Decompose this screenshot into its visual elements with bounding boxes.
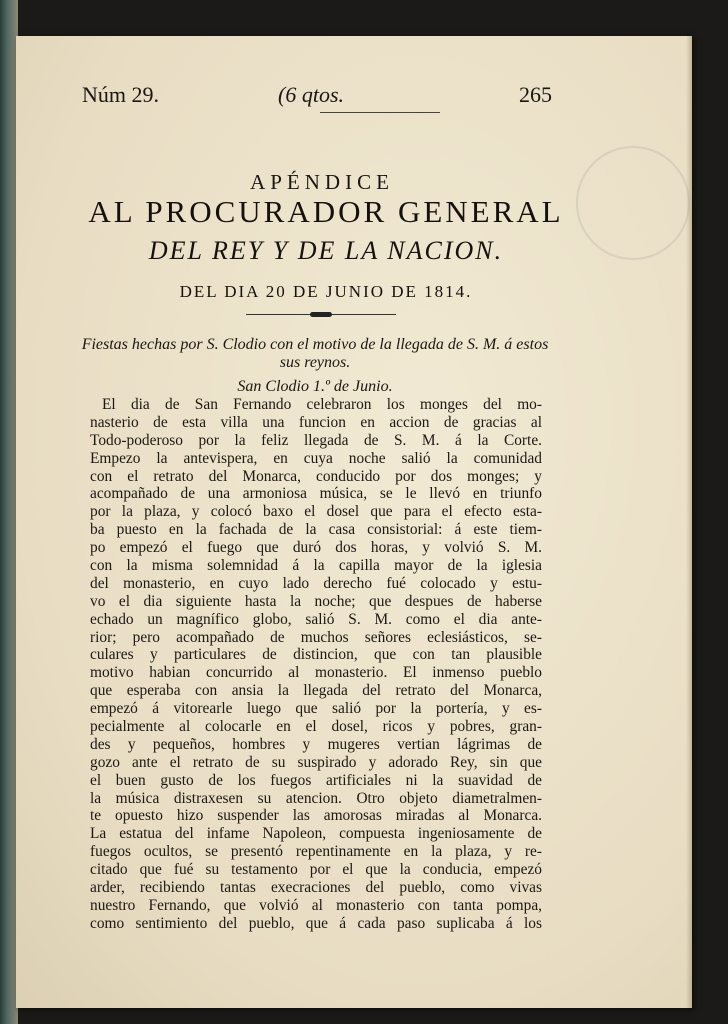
article-line: gozo ante el retrato de su suspirado y adorado Rey, sin que [90,753,542,771]
article-line: del monasterio, en cuyo lado derecho fué colocado y estu- [90,574,542,592]
page-number: 265 [519,82,552,107]
page-edge-shadow [686,36,692,1008]
article-body [90,396,542,933]
article-line: por la plaza, y colocó baxo el dosel que para el efecto esta- [90,503,542,521]
article-line: la música distraxesen su atencion. Otro objeto diametralmen- [90,789,542,807]
article-dateline: San Clodio 1.º de Junio. [237,378,393,395]
article-line: ba puesto en la fachada de la casa consistorial: á este tiem- [90,521,542,539]
page-header [82,82,552,116]
article-line: Empezo la antevispera, en cuya noche salió la comunidad [90,449,542,467]
article-line: el buen gusto de los fuegos artificiales ni la suavidad de [90,771,542,789]
title-appendix: APÉNDICE [250,170,394,194]
article-line: culares y particulares de distincion, que con tan plausible [90,646,542,664]
article-heading: Fiestas hechas por S. Clodio con el motivo de la llegada de S. M. á estos sus reynos. [81,336,549,371]
article-line: motivo habian concurrido al monasterio. El inmenso pueblo [90,664,542,682]
article-line: des y pequeños, hombres y mugeres vertian lágrimas de [90,735,542,753]
article-line: te opuesto hizo suspender las amorosas miradas al Monarca. [90,807,542,825]
issue-number: Núm 29. [82,82,159,107]
article-line: rior; pero acompañado de muchos señores eclesiásticos, se- [90,628,542,646]
article-line: arder, recibiendo tantas execraciones del pueblo, como vivas [90,879,542,897]
title-procurador: AL PROCURADOR GENERAL [88,194,564,229]
article-line: La estatua del infame Napoleon, compuesta ingeniosamente de [90,825,542,843]
issue-price: (6 qtos. [278,82,344,107]
ornamental-rule [246,312,396,318]
article-line: acompañado de una armoniosa música, se le llevó en triunfo [90,485,542,503]
article-line: po empezó el fuego que duró dos horas, y volvió S. M. [90,539,542,557]
article-line: Todo-poderoso por la feliz llegada de S. M. á la Corte. [90,431,542,449]
issue-date: DEL DIA 20 DE JUNIO DE 1814. [179,282,473,301]
article-line: con la misma solemnidad á la capilla mayor de la iglesia [90,557,542,575]
title-rey-nacion: DEL REY Y DE LA NACION. [148,236,504,265]
article-line: nasterio de esta villa una funcion en accion de gracias al [90,413,542,431]
price-underline [320,112,440,113]
article-line: El dia de San Fernando celebraron los monges del mo- [102,396,542,413]
document-page [16,36,692,1008]
article-line: echado un magnífico globo, salió S. M. como el dia ante- [90,610,542,628]
article-line: como sentimiento del pueblo, que á cada paso suplicaba á los [90,914,542,932]
article-line: pecialmente al colocarle en el dosel, ricos y pobres, gran- [90,718,542,736]
article-line: citado que fué su testamento por el que la conducia, empezó [90,861,542,879]
article-line: que esperaba con ansia la llegada del retrato del Monarca, [90,682,542,700]
article-line: fuegos ocultos, se presentó repentinamente en la plaza, y re- [90,843,542,861]
article-line: con el retrato del Monarca, conducido por dos monges; y [90,467,542,485]
article-line: empezó á vitorearle luego que salió por la portería, y es- [90,700,542,718]
article-line: vo el dia siguiente hasta la noche; que despues de haberse [90,592,542,610]
library-stamp-bleed [576,146,690,260]
article-line: nuestro Fernando, que volvió al monasterio con tanta pompa, [90,896,542,914]
